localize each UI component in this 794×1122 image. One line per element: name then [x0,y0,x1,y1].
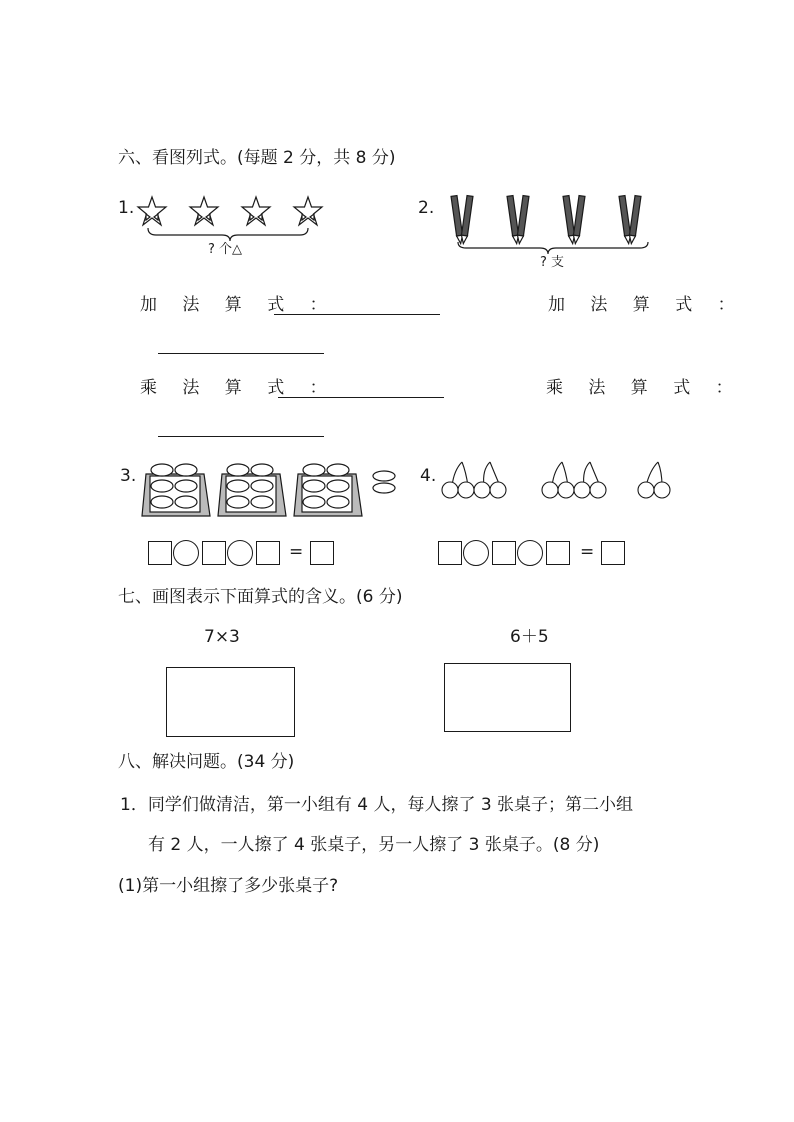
q2-brace-label: ? 支 [540,255,565,270]
section6-heading: 六、看图列式。(每题 2 分，共 8 分) [118,148,396,168]
egg-tray-icon [294,464,362,516]
q1-multiplication-label: 乘 法 算 式 ： [140,378,337,398]
problem1-line2: 有 2 人，一人擦了 4 张桌子，另一人擦了 3 张桌子。(8 分) [148,835,600,855]
pen-icon [572,196,585,244]
q4-cherries-figure [440,458,680,502]
star-icon [242,197,270,225]
q1-number: 1. [118,198,135,218]
q1-addition-label: 加 法 算 式 ： [140,295,337,315]
q3-number: 3. [120,466,137,486]
q4-answer-box[interactable] [546,541,570,565]
q3-eggs-figure [138,460,408,520]
cherry-bunch-icon [442,462,506,498]
egg-tray-icon [142,464,210,516]
q2-multiplication-blank[interactable] [158,436,324,437]
q3-result-box[interactable] [310,541,334,565]
q1-addition-blank[interactable] [274,314,440,315]
drawing-box-6plus5[interactable] [444,663,571,732]
star-icon [138,197,166,225]
q3-answer-box[interactable] [202,541,226,565]
q2-number: 2. [418,198,435,218]
q2-addition-blank[interactable] [158,353,324,354]
drawing-box-7x3[interactable] [166,667,295,737]
q2-addition-label: 加 法 算 式 ： [548,295,745,315]
egg-tray-icon [218,464,286,516]
q3-answer-box[interactable] [256,541,280,565]
q4-number: 4. [420,466,437,486]
q3-operator-circle[interactable] [173,540,199,566]
q4-operator-circle[interactable] [463,540,489,566]
section7-heading: 七、画图表示下面算式的含义。(6 分) [118,587,403,607]
pen-icon [516,196,529,244]
star-icon [190,197,218,225]
star-icon [294,197,322,225]
loose-egg-icon [373,471,395,493]
section8-heading: 八、解决问题。(34 分) [118,752,295,772]
expr-7x3: 7×3 [204,627,240,647]
brace-icon [148,228,308,241]
problem1-line1: 1．同学们做清洁，第一小组有 4 人，每人擦了 3 张桌子；第二小组 [120,795,634,815]
q3-answer-box[interactable] [148,541,172,565]
q3-operator-circle[interactable] [227,540,253,566]
q4-equals: = [580,542,595,562]
cherry-bunch-icon [638,462,670,498]
q4-answer-box[interactable] [438,541,462,565]
pen-icon [628,196,641,244]
q4-result-box[interactable] [601,541,625,565]
brace-icon [458,242,648,254]
q4-answer-box[interactable] [492,541,516,565]
pen-icon [460,196,473,244]
q1-brace-label: ? 个△ [208,242,243,257]
problem1-subquestion1: (1)第一小组擦了多少张桌子? [118,876,339,896]
q1-multiplication-blank[interactable] [278,397,444,398]
expr-6plus5: 6＋5 [510,627,549,647]
cherry-bunch-icon [542,462,606,498]
q2-multiplication-label: 乘 法 算 式 ： [546,378,743,398]
q3-equals: = [289,542,304,562]
q4-operator-circle[interactable] [517,540,543,566]
